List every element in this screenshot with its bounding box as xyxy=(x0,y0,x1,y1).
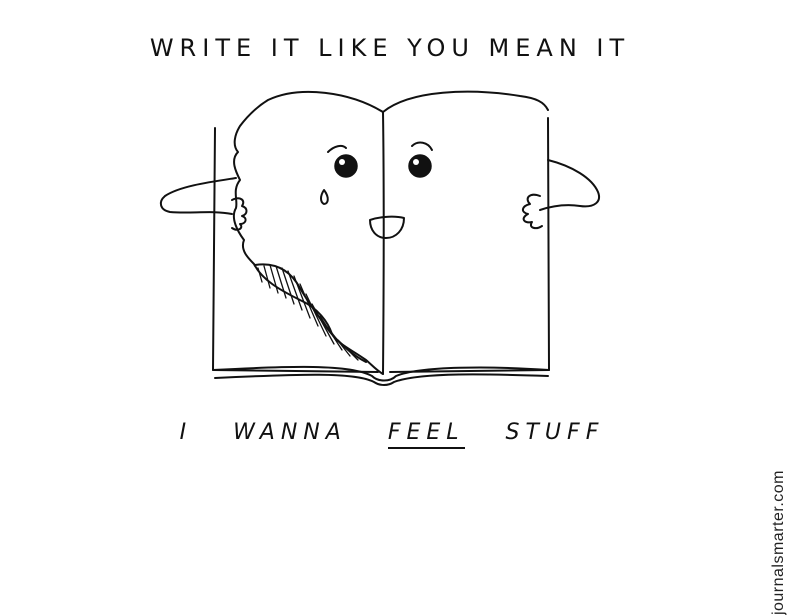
book-spine xyxy=(383,112,384,374)
smile-mouth xyxy=(370,217,404,238)
left-eye xyxy=(335,155,357,177)
right-eye xyxy=(409,155,431,177)
caption-word-emphasized: FEEL xyxy=(388,420,465,449)
site-credit: journalsmarter.com xyxy=(770,470,787,615)
right-page-surface xyxy=(383,92,548,112)
cartoon-caption xyxy=(0,420,792,449)
cartoon-title: WRITE IT LIKE YOU MEAN IT xyxy=(149,34,631,62)
caption-word-4: STUFF xyxy=(505,420,605,445)
tear-drop xyxy=(321,190,328,204)
left-eyebrow xyxy=(328,146,346,152)
left-arm xyxy=(161,178,236,214)
right-eyebrow xyxy=(412,143,432,150)
left-page-surface xyxy=(234,92,383,374)
right-hand xyxy=(523,195,542,228)
caption-word-1: I xyxy=(179,420,193,445)
caption-word-2: WANNA xyxy=(233,420,347,445)
